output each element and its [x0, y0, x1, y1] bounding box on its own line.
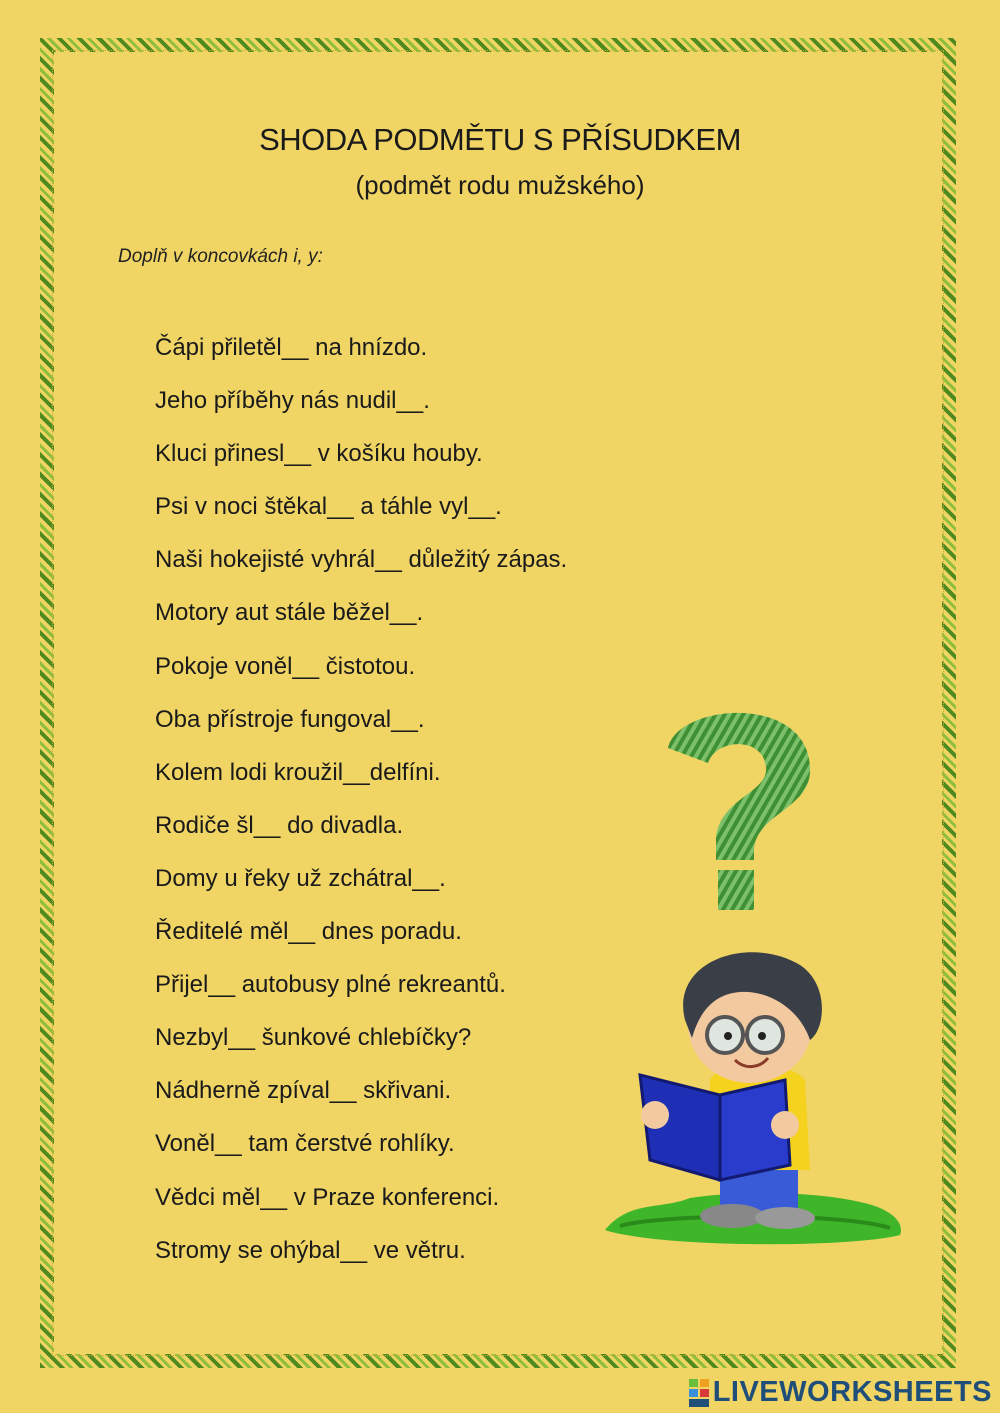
brand-footer [689, 1376, 992, 1409]
boy-reading-book-illustration [600, 930, 910, 1250]
sentence-item: Ředitelé měl__ dnes poradu. [155, 918, 462, 946]
sentence-item: Nádherně zpíval__ skřivani. [155, 1077, 452, 1105]
sentence-item: Kluci přinesl__ v košíku houby. [155, 440, 483, 468]
sentence-item: Kolem lodi kroužil__delfíni. [155, 758, 441, 786]
worksheet-title: SHODA PODMĚTU S PŘÍSUDKEM [259, 122, 741, 157]
sentence-item: Přijel__ autobusy plné rekreantů. [155, 971, 506, 999]
sentence-item: Jeho příběhy nás nudil__. [155, 387, 430, 415]
sentence-item: Domy u řeky už zchátral__. [155, 864, 446, 892]
sentence-item: Pokoje voněl__ čistotou. [155, 652, 416, 680]
liveworksheets-logo-icon [689, 1379, 709, 1407]
brand-name: LIVEWORKSHEETS [712, 1376, 992, 1408]
instruction-text: Doplň v koncovkách i, y: [118, 246, 323, 267]
sentence-item: Voněl__ tam čerstvé rohlíky. [155, 1130, 455, 1158]
sentence-item: Stromy se ohýbal__ ve větru. [155, 1236, 466, 1264]
sentence-list [155, 334, 567, 1290]
sentence-item: Oba přístroje fungoval__. [155, 705, 425, 733]
sentence-item: Rodiče šl__ do divadla. [155, 811, 404, 839]
sentence-item: Motory aut stále běžel__. [155, 599, 424, 627]
sentence-item: Čápi přiletěl__ na hnízdo. [155, 334, 428, 361]
sentence-item: Naši hokejisté vyhrál__ důležitý zápas. [155, 546, 568, 574]
worksheet-subtitle: (podmět rodu mužského) [355, 170, 645, 200]
sentence-item: Vědci měl__ v Praze konferenci. [155, 1183, 500, 1211]
sentence-item: Psi v noci štěkal__ a táhle vyl__. [155, 493, 502, 521]
question-mark-icon [658, 698, 818, 918]
sentence-item: Nezbyl__ šunkové chlebíčky? [155, 1024, 472, 1052]
